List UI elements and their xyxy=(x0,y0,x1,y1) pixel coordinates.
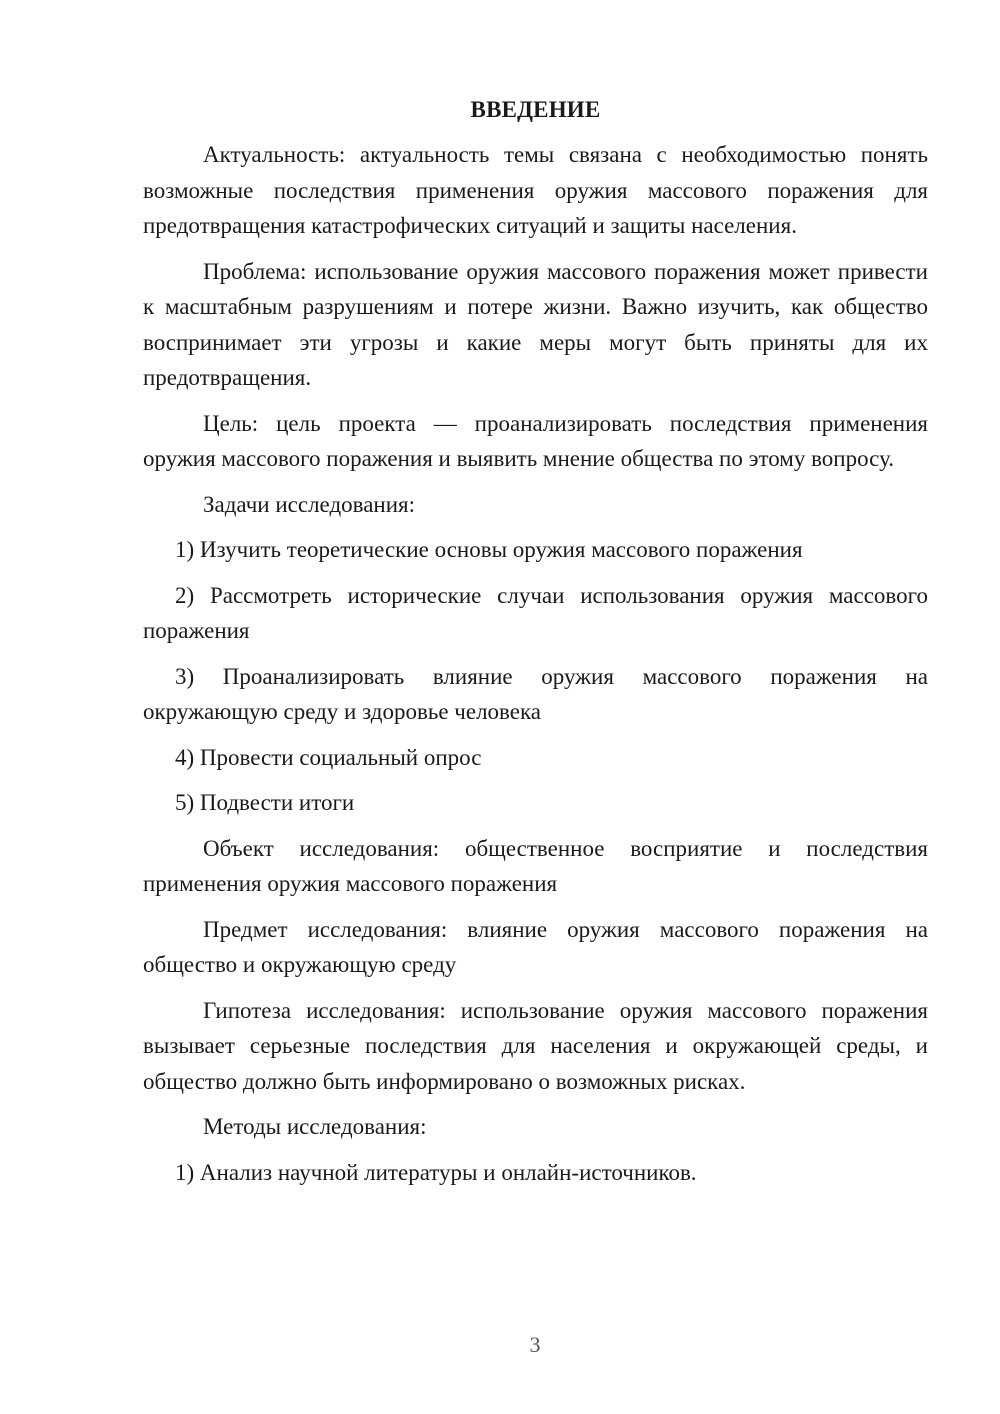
goal-paragraph: Цель: цель проекта — проанализировать последствия применения оружия массового поражения и выявить мнение общества по этому вопросу. xyxy=(143,410,928,471)
subject-paragraph: Предмет исследования: влияние оружия массового поражения на общество и окружающую среду xyxy=(143,916,928,977)
page-content xyxy=(143,92,928,1200)
page-title: ВВЕДЕНИЕ xyxy=(470,97,601,122)
task-item-1: 1) Изучить теоретические основы оружия массового поражения xyxy=(175,537,803,562)
task-item-4: 4) Провести социальный опрос xyxy=(175,744,482,770)
page-number: 3 xyxy=(529,1332,541,1357)
object-paragraph: Объект исследования: общественное восприятие и последствия применения оружия массового поражения xyxy=(143,835,928,896)
methods-heading: Методы исследования: xyxy=(203,1114,427,1139)
tasks-heading: Задачи исследования: xyxy=(203,491,416,517)
problem-paragraph: Проблема: использование оружия массового поражения может привести к масштабным разрушениям и потере жизни. Важно изучить, как общество воспринимает эти угрозы и какие меры могут быть приняты для их предотвращения. xyxy=(143,258,928,390)
method-item-1: 1) Анализ научной литературы и онлайн-источников. xyxy=(175,1159,697,1185)
relevance-paragraph: Актуальность: актуальность темы связана с необходимостью понять возможные последствия применения оружия массового поражения для предотвращения катастрофических ситуаций и защиты населения. xyxy=(143,142,928,238)
task-item-2: 2) Рассмотреть исторические случаи использования оружия массового поражения xyxy=(143,582,928,643)
hypothesis-paragraph: Гипотеза исследования: использование оружия массового поражения вызывает серьезные последствия для населения и окружающей среды, и общество должно быть информировано о возможных рисках. xyxy=(143,997,928,1094)
task-item-5: 5) Подвести итоги xyxy=(175,790,355,815)
task-item-3: 3) Проанализировать влияние оружия массового поражения на окружающую среду и здоровье человека xyxy=(143,663,928,724)
